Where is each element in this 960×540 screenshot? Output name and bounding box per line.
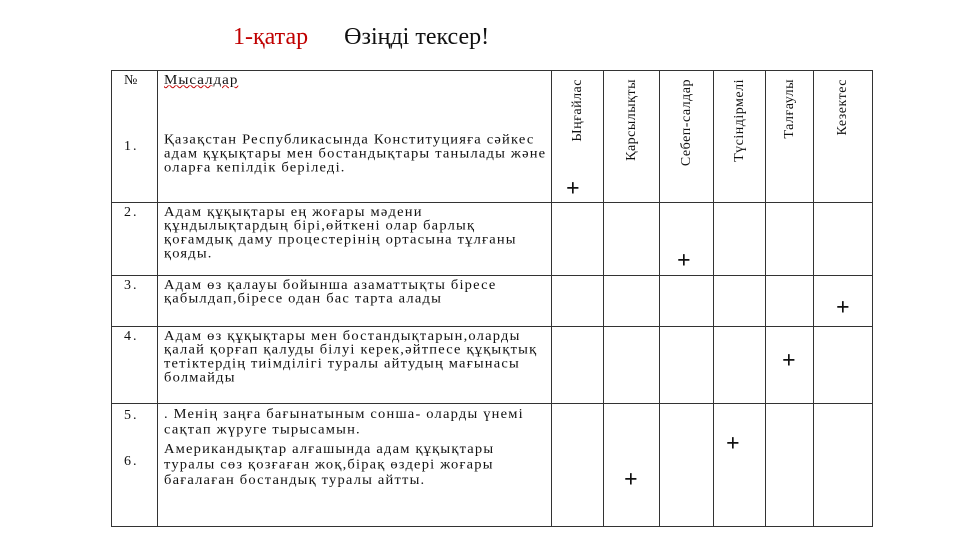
category-label: Қарсылықты xyxy=(623,79,639,161)
row-number: 6. xyxy=(124,454,139,469)
example-text-cell xyxy=(158,404,552,517)
example-text: Адам құқықтары ең жоғары мәдени құндылықтардың бірі,өйткені олар барлық қоғамдық даму процестерінің ортасына тұлғаны қояды. xyxy=(158,203,552,270)
row-number: 5. xyxy=(124,408,139,423)
category-label: Түсіндірмелі xyxy=(731,79,747,162)
row-number: 2. xyxy=(112,203,158,276)
example-text: Адам өз қалауы бойынша азаматтықты біресе қабылдап,біресе одан бас тарта алады xyxy=(158,276,552,323)
slide-header xyxy=(233,24,489,51)
example-text: Американдықтар алғашында адам құқықтары туралы сөз қозғаған жоқ,бірақ өздері жоғары бағалаған бостандық туралы айтты. xyxy=(164,440,495,487)
plus-mark: + xyxy=(566,176,580,202)
plus-mark: + xyxy=(836,295,850,321)
row-label: 1-қатар xyxy=(233,24,309,50)
example-text: Адам өз құқықтары мен бостандықтарын,оларды қалай қорғап қалуды білуі керек,әйтпесе құқықтық тетіктердің тиімділігі туралы айтудың мағынасы болмайды xyxy=(158,327,552,398)
col-number-header xyxy=(112,71,158,203)
row-number: 4. xyxy=(112,327,158,404)
table-row xyxy=(112,276,873,327)
category-label: Ыңғайлас xyxy=(569,79,585,142)
exercise-table xyxy=(111,70,873,527)
table-row xyxy=(112,203,873,276)
category-header-cell xyxy=(660,71,714,203)
row-number: 3. xyxy=(112,276,158,327)
category-header-cell xyxy=(552,71,604,203)
category-header-cell xyxy=(714,71,766,203)
table-row xyxy=(112,404,873,527)
plus-mark: + xyxy=(726,431,740,457)
plus-mark: + xyxy=(624,467,638,493)
row-number-cell xyxy=(112,404,158,527)
examples-cell xyxy=(158,71,552,192)
check-label: Өзіңді тексер! xyxy=(344,24,490,50)
category-header-cell xyxy=(766,71,814,203)
col-examples-label: Мысалдар xyxy=(164,71,239,87)
table-row xyxy=(112,327,873,404)
col-number-label: № xyxy=(124,73,140,88)
category-label: Кезектес xyxy=(835,79,850,136)
plus-mark: + xyxy=(782,348,796,374)
category-header-cell xyxy=(814,71,873,203)
category-label: Себеп-салдар xyxy=(678,79,694,167)
row-number: 1. xyxy=(124,139,139,154)
plus-mark: + xyxy=(677,248,691,274)
category-label: Талғаулы xyxy=(781,79,797,139)
category-header-cell xyxy=(604,71,660,203)
example-text: . Менің заңға бағынатыным сонша- оларды үнемі сақтап жүруге тырысамын. xyxy=(164,405,524,437)
example-text: Қазақстан Республикасында Конституцияға сәйкес адам құқықтары мен бостандықтары танылады және оларға кепілдік беріледі. xyxy=(164,132,547,175)
